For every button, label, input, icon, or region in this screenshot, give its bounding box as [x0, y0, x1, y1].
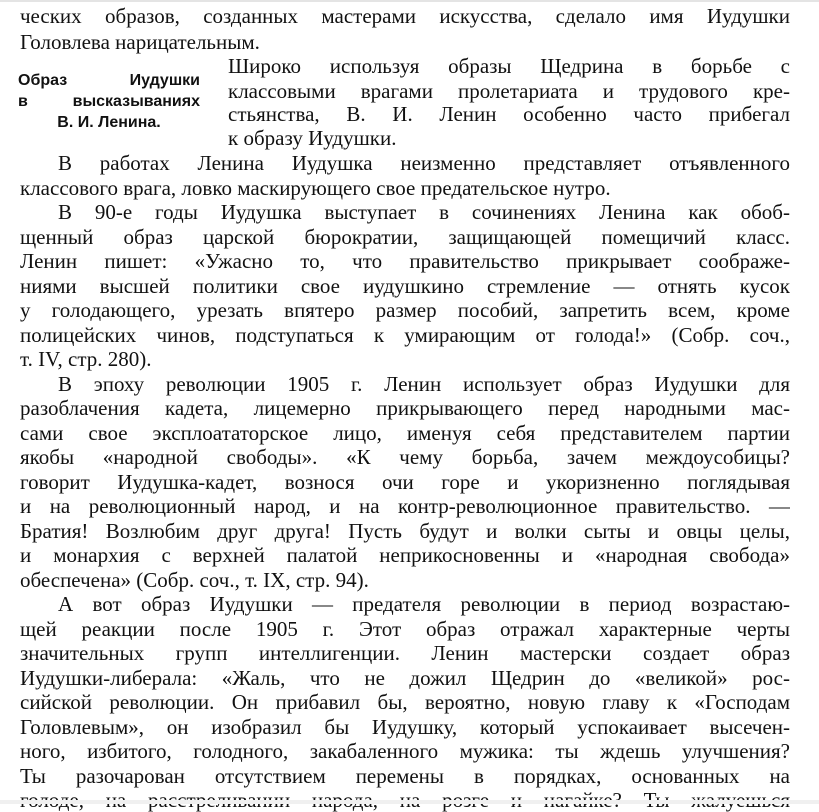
- margin-heading-line: В. И. Ленина.: [57, 114, 161, 131]
- text-line: якобы «народной свободы». «К чему борьба, зачем междоусобицы?: [20, 445, 790, 469]
- text-line: у голодающего, урезать впятеро размер пособий, запретить всем, кроме: [20, 298, 790, 322]
- margin-heading-line: Образ Иудушки: [18, 72, 200, 89]
- text-line: ческих образов, созданных мастерами искусства, сделало имя Иудушки: [20, 4, 790, 28]
- text-line: ниями высшей политики свое иудушкино стремление — отнять кусок: [20, 273, 790, 298]
- text-line: т. IV, стр. 280).: [20, 347, 152, 371]
- side-paragraph-line: Широко используя образы Щедрина в борьбе с: [228, 54, 790, 78]
- text-line: щенный образ царской бюрократии, защищающей помещичий класс.: [20, 224, 790, 249]
- text-line: Головлева нарицательным.: [20, 30, 260, 54]
- side-paragraph-line: стьянства, В. И. Ленин особенно часто прибегал: [228, 102, 790, 126]
- text-line: щей реакции после 1905 г. Этот образ отражал характерные черты: [20, 616, 790, 641]
- side-paragraph-line: классовыми врагами пролетариата и трудового кре-: [228, 79, 790, 103]
- scan-top-edge: [0, 0, 819, 2]
- margin-heading-line: в высказываниях: [18, 93, 200, 110]
- text-line: сийской революции. Он прибавил бы, вероятно, новую главу к «Господам: [20, 690, 790, 714]
- text-line: В работах Ленина Иудушка неизменно представляет отъявленного: [58, 151, 790, 175]
- text-line: значительных групп интеллигенции. Ленин мастерски создает образ: [20, 641, 790, 665]
- text-line: полицейских чинов, подступаться к умирающим от голода!» (Собр. соч.,: [20, 322, 790, 347]
- scan-bottom-edge: [0, 800, 819, 804]
- text-line: говорит Иудушка-кадет, вознося очи горе и укоризненно поглядывая: [20, 469, 790, 494]
- text-line: Иудушки-либерала: «Жаль, что не дожил Щедрин до «великой» рос-: [20, 665, 790, 690]
- text-line: Братия! Возлюбим друг друга! Пусть будут и волки сыты и овцы целы,: [20, 518, 790, 543]
- text-line: классового врага, ловко маскирующего свое предательское нутро.: [20, 175, 611, 200]
- side-paragraph-line: к образу Иудушки.: [228, 126, 397, 150]
- text-line: и на революционный народ, и на контр-революционное правительство. —: [20, 494, 790, 518]
- text-line: обеспечена» (Собр. соч., т. IX, стр. 94).: [20, 567, 369, 592]
- text-line: В 90-е годы Иудушка выступает в сочинениях Ленина как обоб-: [58, 200, 790, 224]
- text-line: ного, избитого, голодного, закабаленного мужика: ты ждешь улучшения?: [20, 739, 790, 763]
- text-line: сами свое эксплоататорское лицо, именуя себя представителем партии: [20, 420, 790, 445]
- text-line: Ты разочарован отсутствием перемены в порядках, основанных на: [20, 763, 790, 788]
- text-line: Головлевым», он изобразил бы Иудушку, который успокаивает высечен-: [20, 714, 790, 739]
- text-line: Ленин пишет: «Ужасно то, что правительство прикрывает соображе-: [20, 249, 790, 273]
- text-line: и монархия с верхней палатой неприкосновенны и «народная свобода»: [20, 543, 790, 567]
- text-line: разоблачения кадета, лицемерно прикрывающего перед народными мас-: [20, 396, 790, 420]
- text-line: А вот образ Иудушки — предателя революции в период возрастаю-: [58, 592, 790, 616]
- text-line: В эпоху революции 1905 г. Ленин использует образ Иудушки для: [58, 371, 790, 396]
